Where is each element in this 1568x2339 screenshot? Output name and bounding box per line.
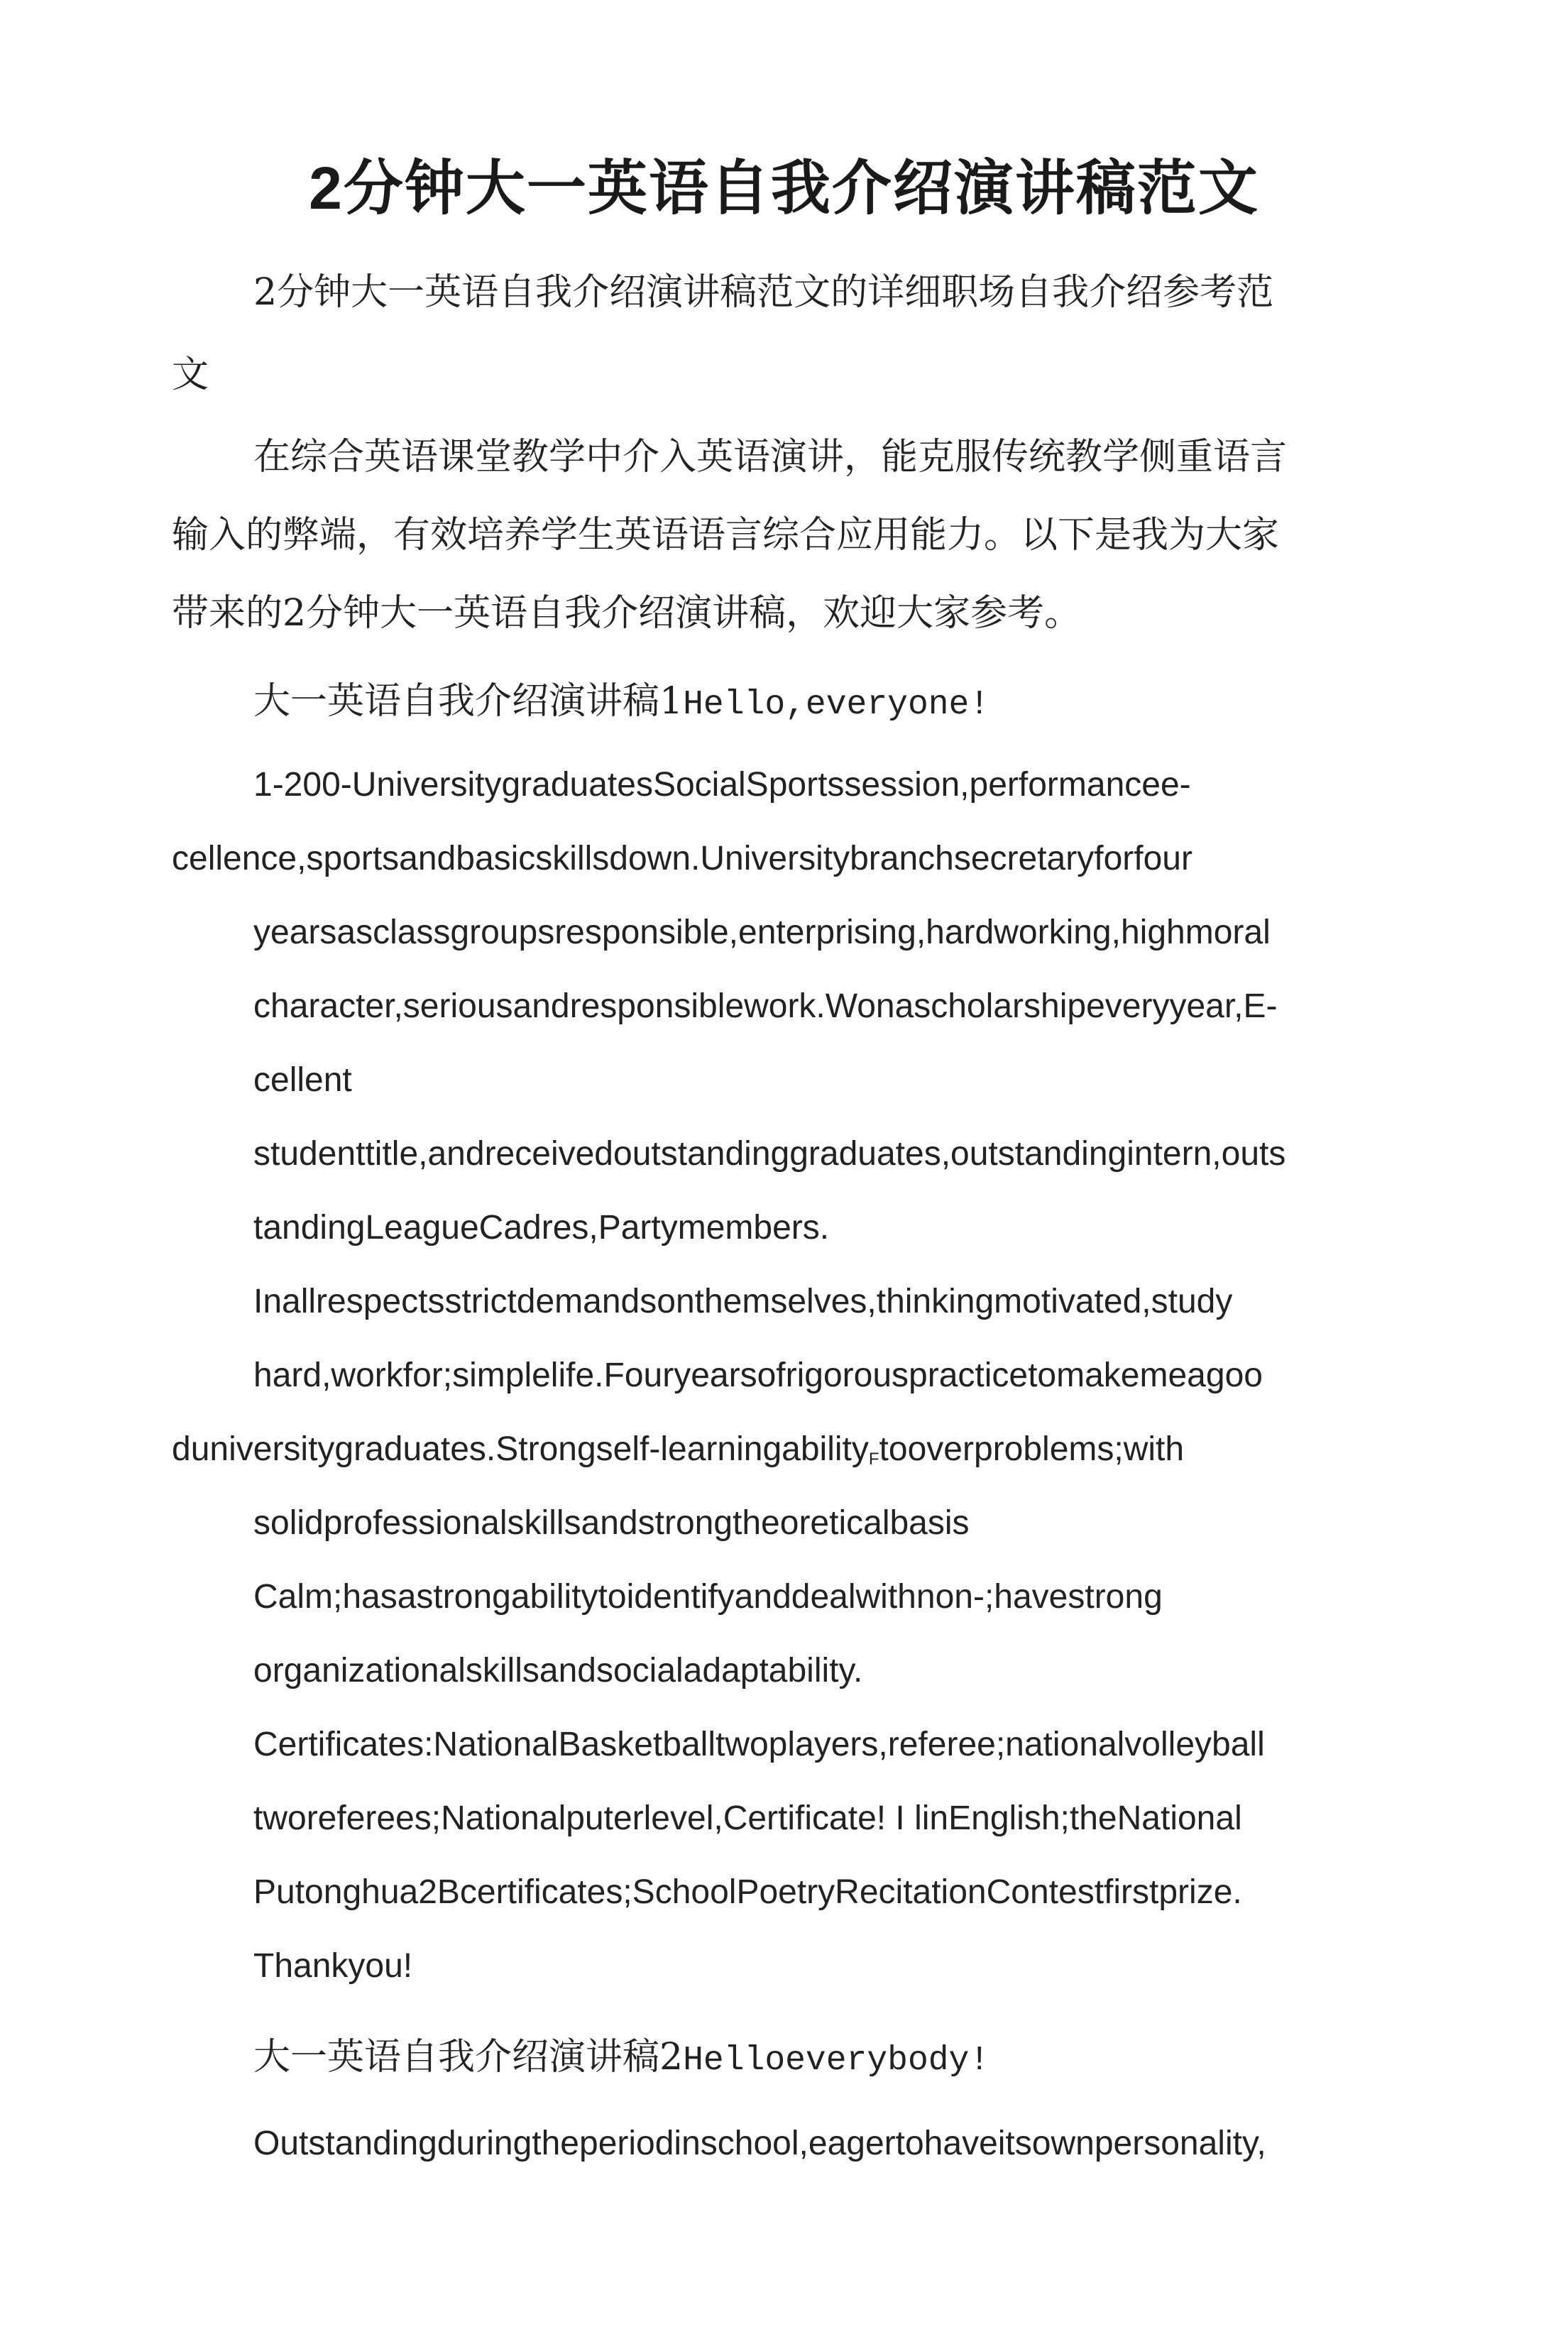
- summary-paragraph-line-2: 输入的弊端，有效培养学生英语语言综合应用能力。以下是我为大家: [172, 514, 1280, 557]
- speech1-line-10: [172, 1421, 1184, 1488]
- speech1-line-10-subscript: F: [868, 1450, 879, 1469]
- speech1-line-11: solidprofessionalskillsandstrongtheoreticalbasis: [253, 1504, 970, 1542]
- speech1-line-17: Thankyou!: [253, 1947, 413, 1985]
- speech2-heading-zh: 大一英语自我介绍演讲稿2: [253, 2036, 684, 2078]
- speech1-line-5: cellent: [253, 1061, 352, 1099]
- title-text: 分钟大一英语自我介绍演讲稿范文: [343, 153, 1259, 223]
- speech2-heading-en: Helloeverybody!: [683, 2042, 990, 2080]
- speech1-heading-en: Hello,everyone!: [683, 686, 990, 724]
- summary-paragraph-line-1: 在综合英语课堂教学中介入英语演讲，能克服传统教学侧重语言: [253, 436, 1288, 478]
- speech1-line-10-part-b: tooverproblems;with: [879, 1430, 1185, 1468]
- speech2-heading: [253, 2029, 989, 2089]
- speech1-line-2: cellence,sportsandbasicskillsdown.Universitybranchsecretaryforfour: [172, 840, 1193, 877]
- speech1-line-15: tworeferees;Nationalputerlevel,Certificate! I linEnglish;theNational: [253, 1800, 1242, 1837]
- speech1-line-9: hard,workfor;simplelife.Fouryearsofrigorouspracticetomakemeagoo: [253, 1357, 1263, 1394]
- speech1-line-16: Putonghua2Bcertificates;SchoolPoetryRecitationContestfirstprize.: [253, 1873, 1242, 1911]
- speech1-line-6: studenttitle,andreceivedoutstandinggraduates,outstandingintern,outs: [253, 1135, 1286, 1173]
- page-title: [0, 146, 1568, 231]
- intro-paragraph-line-2: 文: [172, 354, 209, 396]
- speech1-line-12: Calm;hasastrongabilitytoidentifyanddealwithnon-;havestrong: [253, 1578, 1163, 1616]
- summary-paragraph-line-3: 带来的2分钟大一英语自我介绍演讲稿，欢迎大家参考。: [172, 592, 1082, 635]
- speech1-line-4: character,seriousandresponsiblework.Wonascholarshipeveryyear,E-: [253, 987, 1278, 1025]
- speech1-line-14: Certificates:NationalBasketballtwoplayers,referee;nationalvolleyball: [253, 1726, 1265, 1763]
- speech1-line-13: organizationalskillsandsocialadaptability.: [253, 1652, 863, 1689]
- speech1-heading: [253, 673, 989, 733]
- intro-paragraph-line-1: 2分钟大一英语自我介绍演讲稿范文的详细职场自我介绍参考范: [253, 271, 1274, 314]
- speech1-line-3: yearsasclassgroupsresponsible,enterprising,hardworking,highmoral: [253, 914, 1271, 951]
- speech1-line-1: 1-200-UniversitygraduatesSocialSportssession,performancee-: [253, 766, 1191, 804]
- speech1-heading-zh: 大一英语自我介绍演讲稿1: [253, 680, 684, 723]
- speech1-line-10-part-a: duniversitygraduates.Strongself-learningability: [172, 1430, 869, 1468]
- title-number: 2: [309, 155, 344, 221]
- speech1-line-8: Inallrespectsstrictdemandsonthemselves,thinkingmotivated,study: [253, 1283, 1233, 1320]
- speech1-line-7: tandingLeagueCadres,Partymembers.: [253, 1209, 830, 1247]
- speech2-line-1: Outstandingduringtheperiodinschool,eagertohaveitsownpersonality,: [253, 2125, 1266, 2162]
